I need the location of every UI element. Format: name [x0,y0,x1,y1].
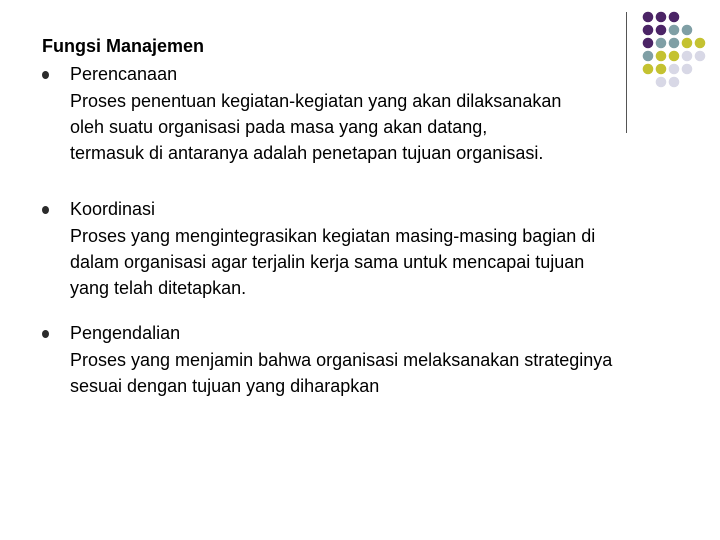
bullet-description [70,347,612,399]
bullet-dot-icon [42,330,49,338]
bullet-heading: Koordinasi [70,199,156,219]
description-line: dalam organisasi agar terjalin kerja sama untuk mencapai tujuan [70,252,585,272]
bullet-description [70,88,561,166]
decorative-dot [682,64,693,75]
decorative-dot [682,51,693,62]
decorative-dot [669,64,680,75]
decorative-dot [656,12,667,23]
bullet-heading: Pengendalian [70,323,181,343]
description-line: Proses yang mengintegrasikan kegiatan masing-masing bagian di [70,226,596,246]
decorative-dot [669,77,680,88]
description-line: termasuk di antaranya adalah penetapan tujuan organisasi. [70,143,544,163]
description-line: sesuai dengan tujuan yang diharapkan [70,376,380,396]
decorative-dot [669,25,680,36]
description-line: Proses penentuan kegiatan-kegiatan yang akan dilaksanakan [70,91,562,111]
decorative-dot [669,51,680,62]
decorative-dot [643,38,654,49]
decorative-dot [682,25,693,36]
decorative-dot [695,51,706,62]
decorative-dot [669,38,680,49]
decorative-dot [656,25,667,36]
decorative-divider [626,12,627,133]
decorative-dot [682,38,693,49]
decorative-dot [656,77,667,88]
decorative-dot [643,25,654,36]
slide-title: Fungsi Manajemen [42,36,205,56]
decorative-dot [669,12,680,23]
bullet-description [70,223,595,301]
decorative-dot [656,64,667,75]
description-line: yang telah ditetapkan. [70,278,247,298]
decorative-dot [643,64,654,75]
bullet-heading: Perencanaan [70,64,178,84]
description-line: oleh suatu organisasi pada masa yang akan datang, [70,117,488,137]
description-line: Proses yang menjamin bahwa organisasi melaksanakan strateginya [70,350,613,370]
bullet-dot-icon [42,71,49,79]
decorative-dot [643,51,654,62]
decorative-dot [656,51,667,62]
decorative-dot [695,38,706,49]
bullet-dot-icon [42,206,49,214]
decorative-dot [643,12,654,23]
decorative-dot [656,38,667,49]
